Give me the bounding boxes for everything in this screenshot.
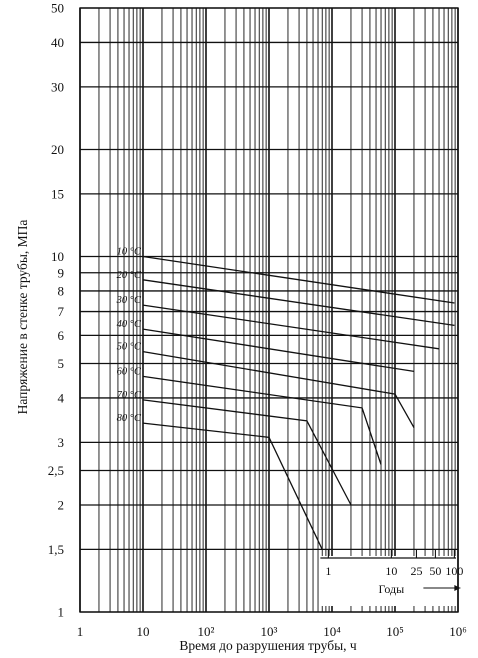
y-tick-label: 40 [51, 34, 64, 50]
years-tick-label: 10 [385, 564, 398, 578]
minor-grid [99, 8, 455, 612]
series-label: 80 °C [116, 413, 141, 425]
series-label: 30 °C [116, 295, 141, 307]
y-tick-label: 9 [57, 265, 64, 281]
years-tick-label: 25 [410, 564, 423, 578]
y-tick-label: 30 [51, 79, 64, 95]
series-label: 50 °C [116, 341, 141, 353]
x-tick-label: 10⁵ [386, 624, 404, 639]
x-tick-label: 10³ [260, 624, 278, 639]
series-label: 60 °C [116, 366, 141, 378]
series-label: 20 °C [116, 269, 141, 281]
series-line [143, 400, 351, 505]
y-tick-label: 10 [51, 248, 64, 264]
x-tick-label: 1 [76, 624, 84, 639]
x-axis-title: Время до разрушения трубы, ч [179, 638, 357, 653]
y-tick-label: 4 [57, 390, 64, 406]
y-tick-label: 5 [57, 356, 64, 372]
y-tick-label: 7 [57, 304, 64, 320]
y-tick-label: 20 [51, 141, 64, 157]
years-tick-label: 100 [445, 564, 464, 578]
x-tick-label: 10⁶ [449, 624, 467, 639]
y-tick-label: 8 [57, 283, 64, 299]
y-tick-label: 3 [57, 434, 64, 450]
x-tick-label: 10⁴ [323, 624, 341, 639]
tick-labels [48, 1, 467, 640]
y-tick-label: 1 [57, 604, 64, 620]
y-tick-label: 1,5 [47, 541, 64, 557]
years-scale-inset [320, 550, 463, 606]
years-axis-label: Годы [378, 582, 405, 596]
y-tick-label: 50 [51, 0, 64, 16]
y-tick-label: 15 [51, 186, 64, 202]
y-axis-title: Напряжение в стенке трубы, МПа [15, 219, 30, 415]
years-tick-label: 1 [325, 564, 332, 578]
x-tick-label: 10² [197, 624, 215, 639]
series-label: 70 °C [116, 389, 141, 401]
series-line [143, 376, 381, 464]
x-tick-label: 10 [136, 624, 150, 639]
series-label: 40 °C [116, 319, 141, 331]
years-tick-label: 50 [429, 564, 442, 578]
y-tick-label: 2,5 [47, 463, 64, 479]
y-tick-label: 6 [57, 327, 64, 343]
series-label: 10 °C [116, 246, 141, 258]
y-tick-label: 2 [57, 497, 64, 513]
